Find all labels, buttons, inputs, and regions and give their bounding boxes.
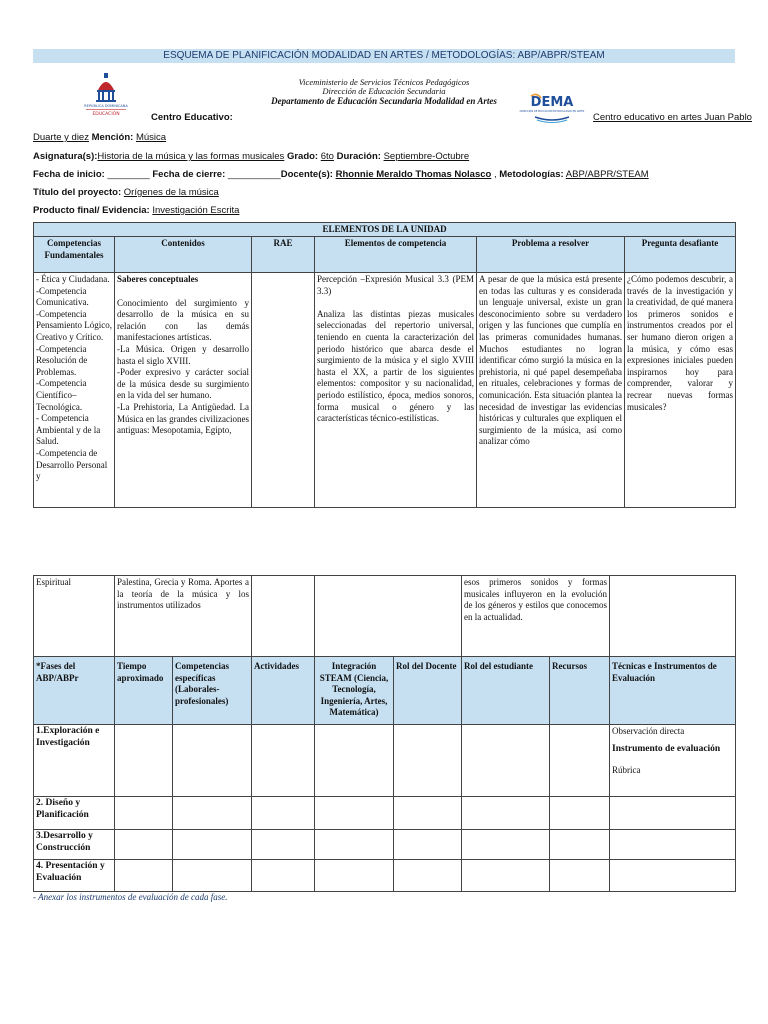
tecnicas-instrumento: Instrumento de evaluación [612, 743, 721, 754]
fases-header: *Fases del ABP/ABPr [34, 657, 115, 725]
phase-row-1-name: 1.Exploración e Investigación [34, 725, 115, 797]
elementos-cell: Percepción –Expresión Musical 3.3 (PEM 3.3) Analiza las distintas piezas musicales seleccionadas del repertorio universal, teniendo en cuenta la caracterización del periodo histórico que abarca desde el surgimiento de la música y el siglo XVIII hasta el XX, a partir de los siguientes elementos: compositor y su nacionalidad, periodo estilístico, época, medios sonoros, forma musical o género y las características técnico-estilísticas. [315, 273, 477, 508]
dema-logo-sub: DIRECCIÓN DE EDUCACIÓN EN MODALIDAD EN ARTES [519, 110, 585, 113]
header-line-3: Departamento de Educación Secundaria Modalidad en Artes [271, 96, 497, 106]
ministry-logo [78, 72, 134, 118]
row-fechas: Fecha de inicio: ________ Fecha de cierre: __________Docente(s): Rhonnie Meraldo Thomas Nolasco , Metodologías: ABP/ABPR/STEAM [33, 169, 649, 180]
cont-contenidos-cell: Palestina, Grecia y Roma. Aportes a la teoría de la música y los instrumentos utilizados [115, 576, 252, 657]
metodologias-label: Metodologías: [499, 169, 564, 180]
centro-label: Centro Educativo: [151, 112, 233, 123]
cont-pregunta-cell [610, 576, 736, 657]
col-header-pregunta: Pregunta desafiante [625, 237, 736, 273]
centro-value-b: Duarte y diez [33, 132, 89, 143]
integracion-steam-header: Integración STEAM (Ciencia, Tecnología, Ingeniería, Artes, Matemática) [315, 657, 394, 725]
col-header-contenidos: Contenidos [115, 237, 252, 273]
row-mencion [33, 132, 166, 143]
docente-value: Rhonnie Meraldo Thomas Nolasco [335, 169, 492, 180]
phase-row-3-name: 3.Desarrollo y Construcción [34, 830, 115, 860]
mencion-label: Mención: [91, 132, 134, 143]
tecnicas-rubrica: Rúbrica [612, 765, 641, 776]
rol-docente-header: Rol del Docente [394, 657, 462, 725]
docente-label: Docente(s): [280, 169, 333, 180]
fases-table [33, 575, 736, 892]
producto-label: Producto final/ Evidencia: [33, 205, 150, 216]
metodologias-value: ABP/ABPR/STEAM [565, 169, 649, 180]
titulo-label: Título del proyecto: [33, 187, 122, 198]
cont-competencias-cell: Espiritual [34, 576, 115, 657]
phase-row-4-name: 4. Presentación y Evaluación [34, 860, 115, 892]
centro-value-a: Centro educativo en artes Juan Pablo [593, 112, 752, 123]
tecnicas-observacion: Observación directa [612, 726, 685, 736]
row-titulo [33, 187, 219, 198]
pregunta-cell: ¿Cómo podemos descubrir, a través de la investigación y la creatividad, de qué manera los primeros sonidos e instrumentos creados por el ser humano dieron origen a la música, y cómo esas expresiones iniciales pueden inspirarnos hoy para comprender, valorar y recrear nuevas formas musicales? [625, 273, 736, 508]
fecha-cierre-label: Fecha de cierre: [152, 169, 226, 180]
fecha-inicio-label: Fecha de inicio: [33, 169, 105, 180]
col-header-competencias: Competencias Fundamentales [34, 237, 115, 273]
phase-row-1-tecnicas [610, 725, 736, 797]
duracion-value: Septiembre-Octubre [383, 151, 470, 162]
dema-logo-text: DEMA [530, 95, 574, 110]
contenidos-title: Saberes conceptuales [117, 274, 199, 284]
producto-value: Investigación Escrita [152, 205, 240, 216]
asignatura-label: Asignatura(s): [33, 151, 98, 162]
recursos-header: Recursos [550, 657, 610, 725]
col-header-elementos: Elementos de competencia [315, 237, 477, 273]
annex-note: - Anexar los instrumentos de evaluación de cada fase. [33, 892, 228, 902]
competencias-cell: - Ética y Ciudadana. -Competencia Comunicativa. -Competencia Pensamiento Lógico, Creativo y Crítico. -Competencia Resolución de Problemas. -Competencia Científico–Tecnológica. - Competencia Ambiental y de la Salud. -Competencia de Desarrollo Personal y [34, 273, 115, 508]
mencion-value: Música [135, 132, 167, 143]
elementos-title: ELEMENTOS DE LA UNIDAD [34, 223, 736, 237]
duracion-label: Duración: [336, 151, 381, 162]
col-header-problema: Problema a resolver [477, 237, 625, 273]
grado-label: Grado: [286, 151, 319, 162]
cont-rae-cell [252, 576, 315, 657]
contenidos-cell [115, 273, 252, 508]
ministry-logo-caption: EDUCACIÓN [92, 112, 120, 117]
row-producto [33, 205, 239, 216]
asignatura-value: Historia de la música y las formas musicales [97, 151, 285, 162]
tiempo-header: Tiempo aproximado [115, 657, 173, 725]
actividades-header: Actividades [252, 657, 315, 725]
rol-estudiante-header: Rol del estudiante [462, 657, 550, 725]
problema-cell: A pesar de que la música está presente en todas las culturas y es considerada un lenguaje universal, existe un gran desconocimiento sobre su verdadero origen y las funciones que cumplía en las primeras comunidades humanas. Muchos estudiantes no logran identificar cómo surgió la música en la prehistoria, ni qué papel desempeñaba en rituales, celebraciones y formas de comunicación. Esta situación plantea la necesidad de investigar las evidencias históricas y culturales que expliquen el surgimiento de la música, así como analizar cómo [477, 273, 625, 508]
header-line-2: Dirección de Educación Secundaria [322, 86, 446, 96]
cont-elementos-cell [315, 576, 462, 657]
document-banner: ESQUEMA DE PLANIFICACIÓN MODALIDAD EN ARTES / METODOLOGÍAS: ABP/ABPR/STEAM [33, 49, 735, 63]
fecha-cierre-blank: __________ [227, 169, 281, 180]
header-line-1: Viceministerio de Servicios Técnicos Pedagógicos [298, 77, 470, 87]
fecha-inicio-blank: ________ [107, 169, 150, 180]
cont-problema-cell: esos primeros sonidos y formas musicales influyeron en la evolución de los géneros y estilos que conocemos en la actualidad. [462, 576, 610, 657]
rae-cell [252, 273, 315, 508]
titulo-value: Orígenes de la música [123, 187, 219, 198]
elementos-table [33, 222, 736, 508]
grado-value: 6to [320, 151, 334, 162]
phase-row-2-name: 2. Diseño y Planificación [34, 797, 115, 830]
col-header-rae: RAE [252, 237, 315, 273]
row-asignatura [33, 151, 469, 162]
ministry-logo-sub: REPÚBLICA DOMINICANA [84, 104, 128, 108]
competencias-especificas-header: Competencias específicas (Laborales-profesionales) [173, 657, 252, 725]
contenidos-text: Conocimiento del surgimiento y desarrollo de la música en su relación con las demás manifestaciones artísticas. -La Música. Origen y desarrollo hasta el siglo XVIII. -Poder expresivo y carácter social de la música desde su surgimiento en la vida del ser humano. -La Prehistoria, La Antigüedad. La Música en las grandes civilizaciones antiguas: Mesopotamia, Egipto, [117, 297, 249, 436]
tecnicas-header: Técnicas e Instrumentos de Evaluación [610, 657, 736, 725]
dema-logo [519, 92, 585, 124]
